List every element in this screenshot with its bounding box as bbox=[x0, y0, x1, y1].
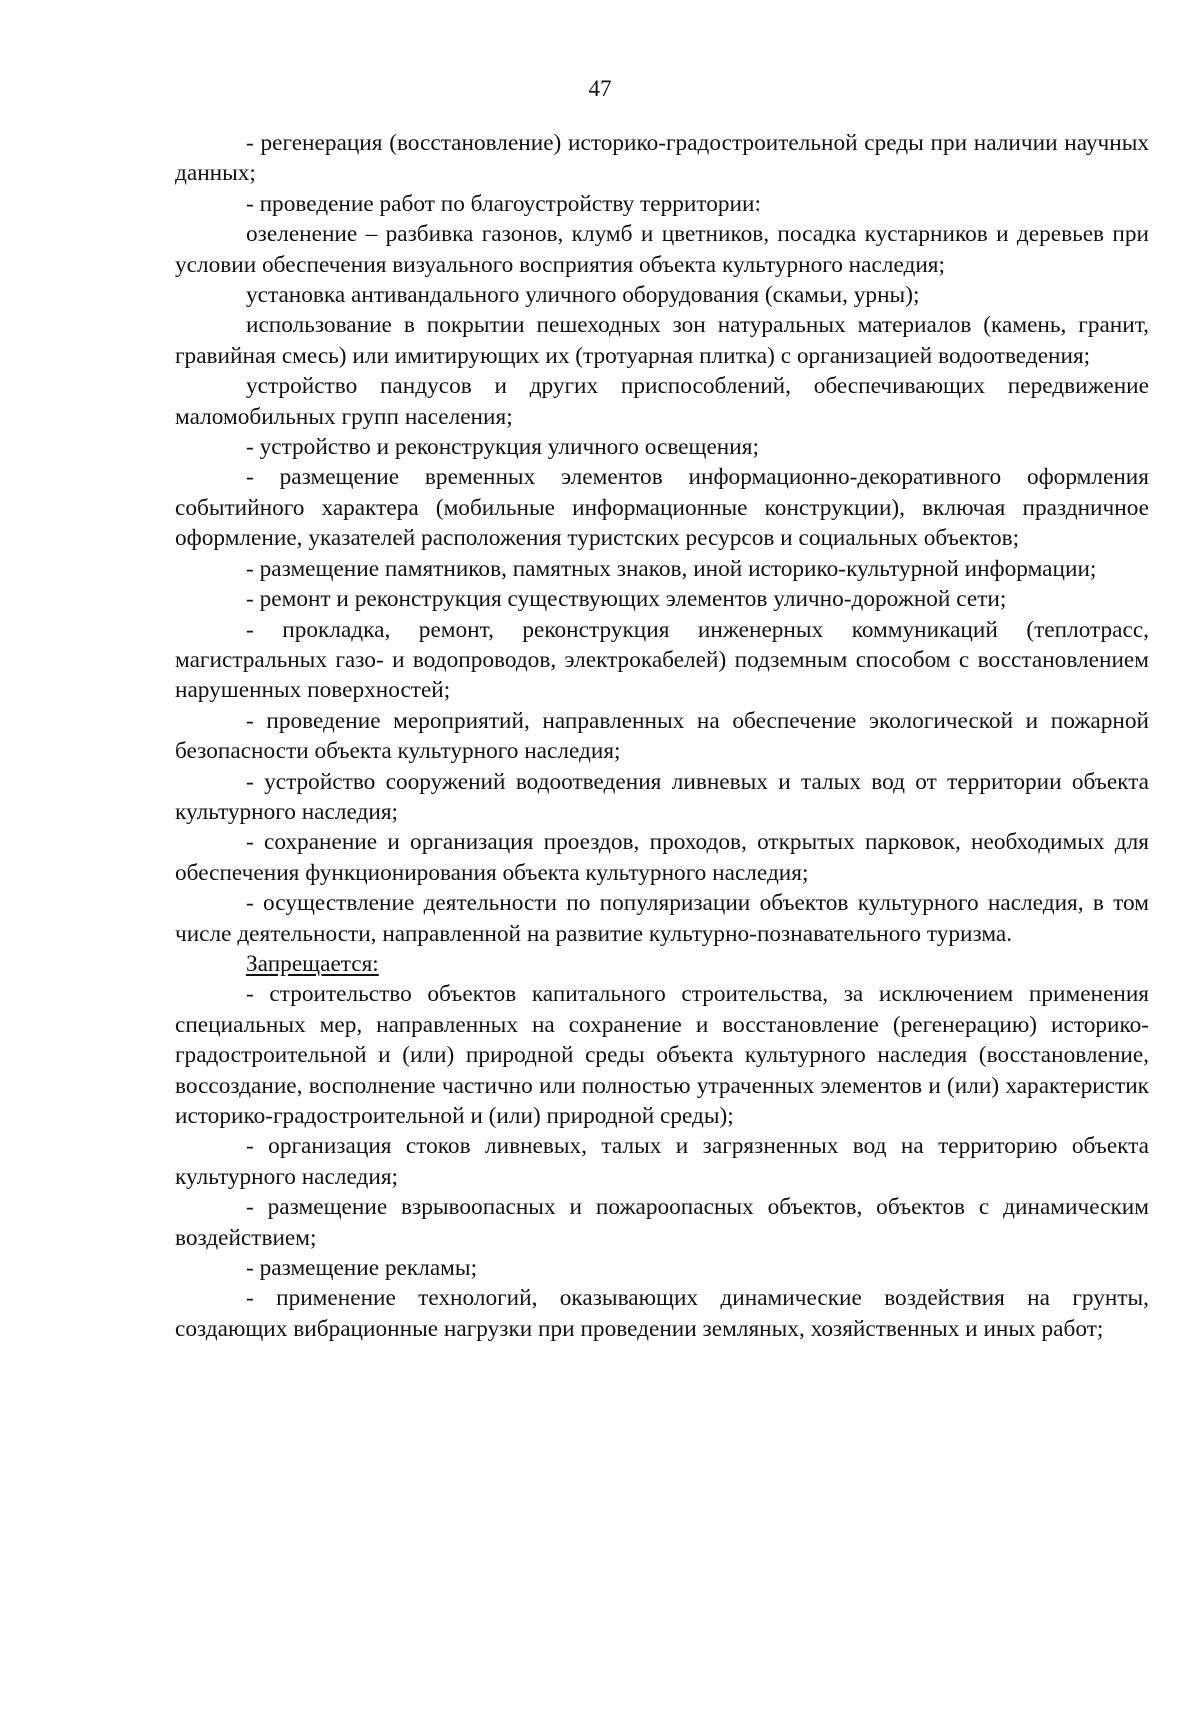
prohibited-item-hazardous-objects: - размещение взрывоопасных и пожароопасных объектов, объектов с динамическим воздействием; bbox=[175, 1194, 1149, 1251]
page-number: 47 bbox=[588, 76, 612, 101]
prohibited-item-runoff: - организация стоков ливневых, талых и загрязненных вод на территорию объекта культурного наследия; bbox=[175, 1133, 1149, 1190]
paragraph-monuments: - размещение памятников, памятных знаков, иной историко-культурной информации; bbox=[246, 555, 1097, 582]
prohibited-item-vibration: - применение технологий, оказывающих динамические воздействия на грунты, создающих вибрационные нагрузки при проведении земляных, хозяйственных и иных работ; bbox=[175, 1285, 1149, 1342]
paragraph-safety-measures: - проведение мероприятий, направленных на обеспечение экологической и пожарной безопасности объекта культурного наследия; bbox=[175, 707, 1149, 765]
prohibited-heading: Запрещается: bbox=[246, 950, 379, 977]
prohibited-item-construction: - строительство объектов капитального строительства, за исключением применения специальных мер, направленных на сохранение и восстановление (регенерацию) историко-градостроительной и (или) природной среды объекта культурного наследия (восстановление, воссоздание, восполнение частично или полностью утраченных элементов и (или) характеристик историко-градостроительной и (или) природной среды); bbox=[175, 981, 1149, 1129]
paragraph-pedestrian-paving: использование в покрытии пешеходных зон натуральных материалов (камень, гранит, гравийная смесь) или имитирующих их (тротуарная плитка) с организацией водоотведения; bbox=[175, 312, 1149, 369]
paragraph-temporary-decor: - размещение временных элементов информационно-декоративного оформления событийного характера (мобильные информационные конструкции), включая праздничное оформление, указателей расположения туристских ресурсов и социальных объектов; bbox=[175, 464, 1149, 552]
paragraph-parking: - сохранение и организация проездов, проходов, открытых парковок, необходимых для обеспечения функционирования объекта культурного наследия; bbox=[175, 829, 1149, 886]
paragraph-ramps: устройство пандусов и других приспособлений, обеспечивающих передвижение маломобильных групп населения; bbox=[175, 373, 1149, 430]
paragraph-regeneration: - регенерация (восстановление) историко-градостроительной среды при наличии научных данных; bbox=[175, 130, 1149, 187]
paragraph-street-furniture: установка антивандального уличного оборудования (скамьи, урны); bbox=[246, 282, 920, 309]
paragraph-landscaping: озеленение – разбивка газонов, клумб и цветников, посадка кустарников и деревьев при условии обеспечения визуального восприятия объекта культурного наследия; bbox=[175, 221, 1149, 278]
paragraph-utilities: - прокладка, ремонт, реконструкция инженерных коммуникаций (теплотрасс, магистральных газо- и водопроводов, электрокабелей) подземным способом с восстановлением нарушенных поверхностей; bbox=[175, 616, 1149, 704]
paragraph-road-repair: - ремонт и реконструкция существующих элементов улично-дорожной сети; bbox=[246, 586, 1007, 613]
paragraph-popularization: - осуществление деятельности по популяризации объектов культурного наследия, в том числе деятельности, направленной на развитие культурно-познавательного туризма. bbox=[175, 890, 1149, 947]
paragraph-drainage: - устройство сооружений водоотведения ливневых и талых вод от территории объекта культурного наследия; bbox=[175, 768, 1149, 825]
prohibited-item-advertising: - размещение рекламы; bbox=[246, 1255, 478, 1282]
document-body bbox=[175, 128, 1149, 1344]
paragraph-street-lighting: - устройство и реконструкция уличного освещения; bbox=[246, 434, 759, 461]
paragraph-improvement-works: - проведение работ по благоустройству территории: bbox=[246, 190, 761, 217]
